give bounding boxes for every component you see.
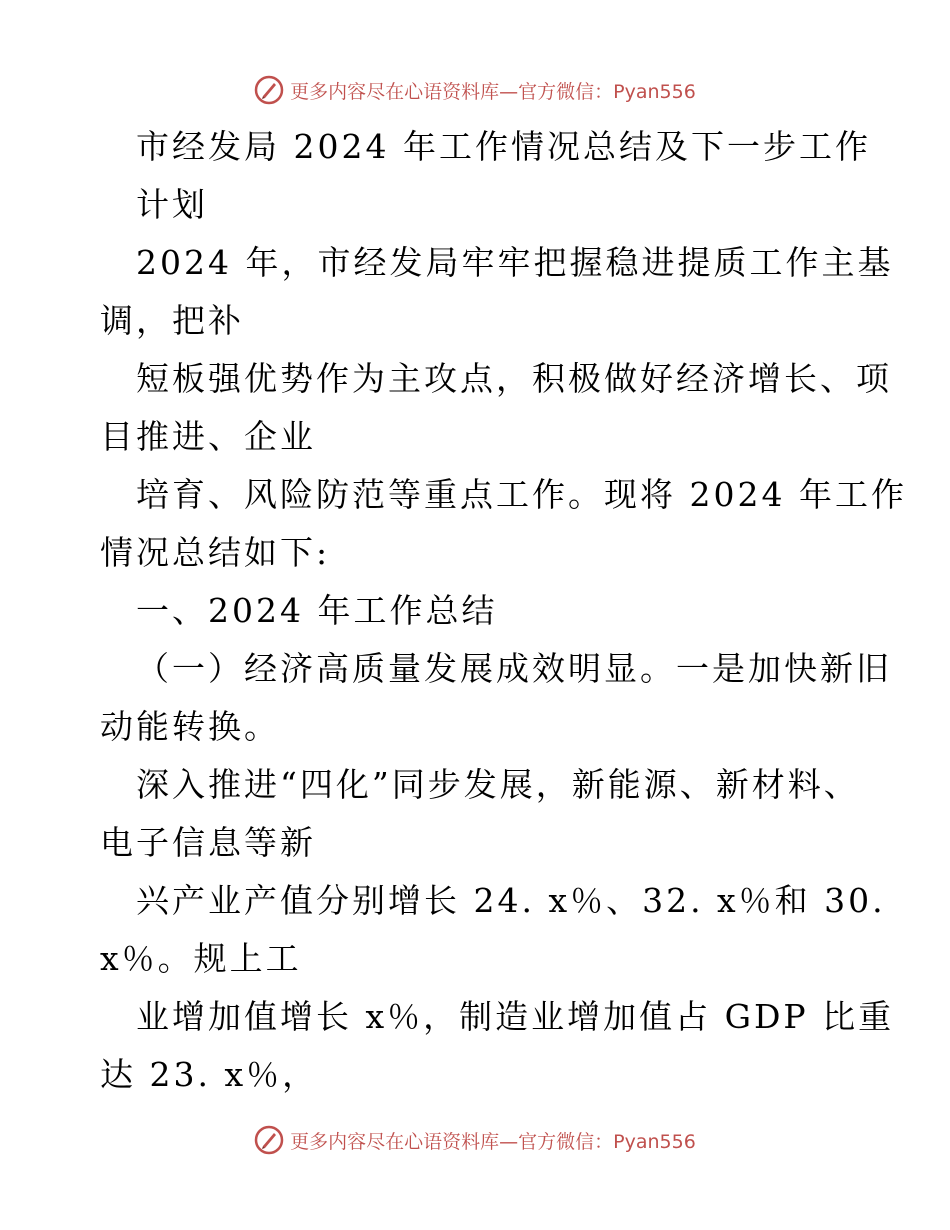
footer-banner xyxy=(0,1120,950,1160)
text-line: 目推进、企业 xyxy=(100,417,316,456)
text-line: 培育、风险防范等重点工作。现将 2024 年工作 xyxy=(136,475,907,514)
quill-seal-icon xyxy=(254,75,284,105)
document-body xyxy=(100,118,907,1104)
header-banner xyxy=(0,70,950,110)
text-line: 达 23. x％， xyxy=(100,1055,319,1094)
text-line: 动能转换。 xyxy=(100,707,280,746)
banner-text: 更多内容尽在心语资料库—官方微信：Pyan556 xyxy=(290,80,696,103)
text-line: 兴产业产值分别增长 24. x％、32. x％和 30. xyxy=(136,881,886,920)
text-line: 电子信息等新 xyxy=(100,823,316,862)
text-line: 情况总结如下: xyxy=(100,533,331,572)
text-line: （一）经济高质量发展成效明显。一是加快新旧 xyxy=(136,649,892,688)
text-line: 调，把补 xyxy=(100,301,244,340)
text-line: 2024 年，市经发局牢牢把握稳进提质工作主基 xyxy=(136,243,894,282)
text-line: 短板强优势作为主攻点，积极做好经济增长、项 xyxy=(136,359,892,398)
banner-text: 更多内容尽在心语资料库—官方微信：Pyan556 xyxy=(290,1130,696,1153)
text-line: 市经发局 2024 年工作情况总结及下一步工作 xyxy=(136,127,871,166)
text-line: 业增加值增长 x％，制造业增加值占 GDP 比重 xyxy=(136,997,895,1036)
text-line: 深入推进“四化”同步发展，新能源、新材料、 xyxy=(136,765,860,804)
text-line: 一、2024 年工作总结 xyxy=(136,591,498,630)
text-line: x％。规上工 xyxy=(100,939,302,978)
quill-seal-icon xyxy=(254,1125,284,1155)
text-line: 计划 xyxy=(136,185,208,224)
